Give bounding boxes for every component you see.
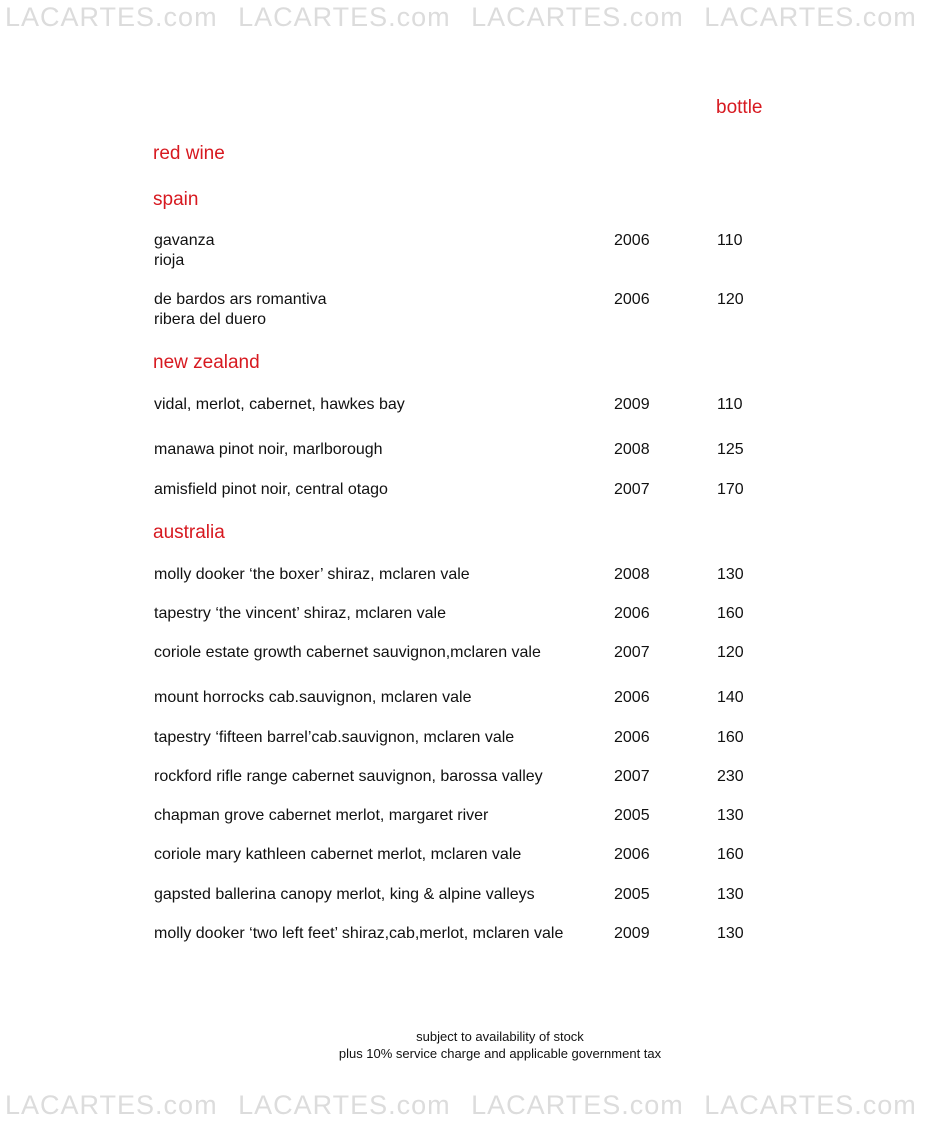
wine-subname: ribera del duero — [154, 311, 267, 328]
wine-name: coriole mary kathleen cabernet merlot, mclaren vale — [154, 846, 522, 863]
wine-name: chapman grove cabernet merlot, margaret river — [154, 807, 489, 824]
wine-name: tapestry ‘fifteen barrel’cab.sauvignon, mclaren vale — [154, 729, 515, 746]
wine-name: amisfield pinot noir, central otago — [154, 481, 388, 498]
watermark-text: LACARTES.com — [471, 1090, 684, 1120]
wine-price: 130 — [717, 886, 744, 903]
wine-price: 125 — [717, 441, 744, 458]
wine-price: 110 — [717, 232, 743, 249]
wine-subname: rioja — [154, 252, 185, 269]
wine-year: 2006 — [614, 689, 650, 706]
wine-row — [0, 565, 870, 609]
wine-row — [0, 885, 870, 929]
wine-year: 2009 — [614, 396, 650, 413]
wine-year: 2006 — [614, 291, 650, 308]
wine-name: rockford rifle range cabernet sauvignon, barossa valley — [154, 768, 543, 785]
footer-line-tax: plus 10% service charge and applicable government tax — [338, 1046, 662, 1061]
wine-year: 2006 — [614, 232, 650, 249]
wine-price: 160 — [717, 729, 744, 746]
wine-name: coriole estate growth cabernet sauvignon,mclaren vale — [154, 644, 541, 661]
wine-year: 2005 — [614, 807, 650, 824]
region-title-australia: australia — [153, 522, 225, 543]
watermark-text: LACARTES.com — [471, 2, 684, 32]
wine-name: gapsted ballerina canopy merlot, king & alpine valleys — [154, 886, 535, 903]
watermark-top — [5, 2, 917, 42]
wine-row — [0, 290, 870, 334]
wine-row — [0, 440, 870, 484]
wine-price: 160 — [717, 605, 744, 622]
wine-row — [0, 395, 870, 439]
wine-row — [0, 604, 870, 648]
wine-row — [0, 806, 870, 850]
wine-price: 230 — [717, 768, 744, 785]
watermark-text: LACARTES.com — [238, 2, 451, 32]
region-title-spain: spain — [153, 189, 199, 210]
wine-name: gavanza rioja — [154, 231, 604, 271]
wine-price: 160 — [717, 846, 744, 863]
wine-year: 2007 — [614, 481, 650, 498]
wine-row — [0, 767, 870, 811]
wine-row — [0, 231, 870, 275]
wine-price: 170 — [717, 481, 744, 498]
wine-row — [0, 643, 870, 687]
wine-year: 2006 — [614, 846, 650, 863]
wine-row — [0, 924, 870, 968]
watermark-text: LACARTES.com — [5, 1090, 218, 1120]
wine-name: mount horrocks cab.sauvignon, mclaren vale — [154, 689, 472, 706]
wine-year: 2005 — [614, 886, 650, 903]
category-title: red wine — [153, 143, 225, 164]
watermark-text: LACARTES.com — [704, 2, 917, 32]
wine-row — [0, 845, 870, 889]
watermark-text: LACARTES.com — [238, 1090, 451, 1120]
wine-year: 2008 — [614, 441, 650, 458]
wine-year: 2009 — [614, 925, 650, 942]
region-title-new-zealand: new zealand — [153, 352, 260, 373]
wine-row — [0, 688, 870, 732]
wine-price: 130 — [717, 925, 744, 942]
wine-name: molly dooker ‘the boxer’ shiraz, mclaren vale — [154, 566, 470, 583]
wine-year: 2006 — [614, 729, 650, 746]
wine-price: 120 — [717, 644, 744, 661]
wine-price: 110 — [717, 396, 743, 413]
watermark-text: LACARTES.com — [5, 2, 218, 32]
price-column-header: bottle — [716, 97, 763, 118]
watermark-bottom — [5, 1090, 917, 1130]
wine-price: 140 — [717, 689, 744, 706]
wine-name: vidal, merlot, cabernet, hawkes bay — [154, 396, 405, 413]
wine-row — [0, 728, 870, 772]
wine-row — [0, 480, 870, 524]
watermark-text: LACARTES.com — [704, 1090, 917, 1120]
wine-name: de bardos ars romantiva ribera del duero — [154, 290, 604, 330]
wine-year: 2007 — [614, 768, 650, 785]
wine-name: manawa pinot noir, marlborough — [154, 441, 383, 458]
wine-name: tapestry ‘the vincent’ shiraz, mclaren vale — [154, 605, 446, 622]
wine-year: 2008 — [614, 566, 650, 583]
wine-price: 130 — [717, 807, 744, 824]
wine-year: 2006 — [614, 605, 650, 622]
footer-note — [290, 1028, 710, 1062]
wine-name: molly dooker ‘two left feet’ shiraz,cab,merlot, mclaren vale — [154, 925, 564, 942]
wine-price: 130 — [717, 566, 744, 583]
footer-line-stock: subject to availability of stock — [416, 1029, 584, 1044]
wine-price: 120 — [717, 291, 744, 308]
wine-year: 2007 — [614, 644, 650, 661]
